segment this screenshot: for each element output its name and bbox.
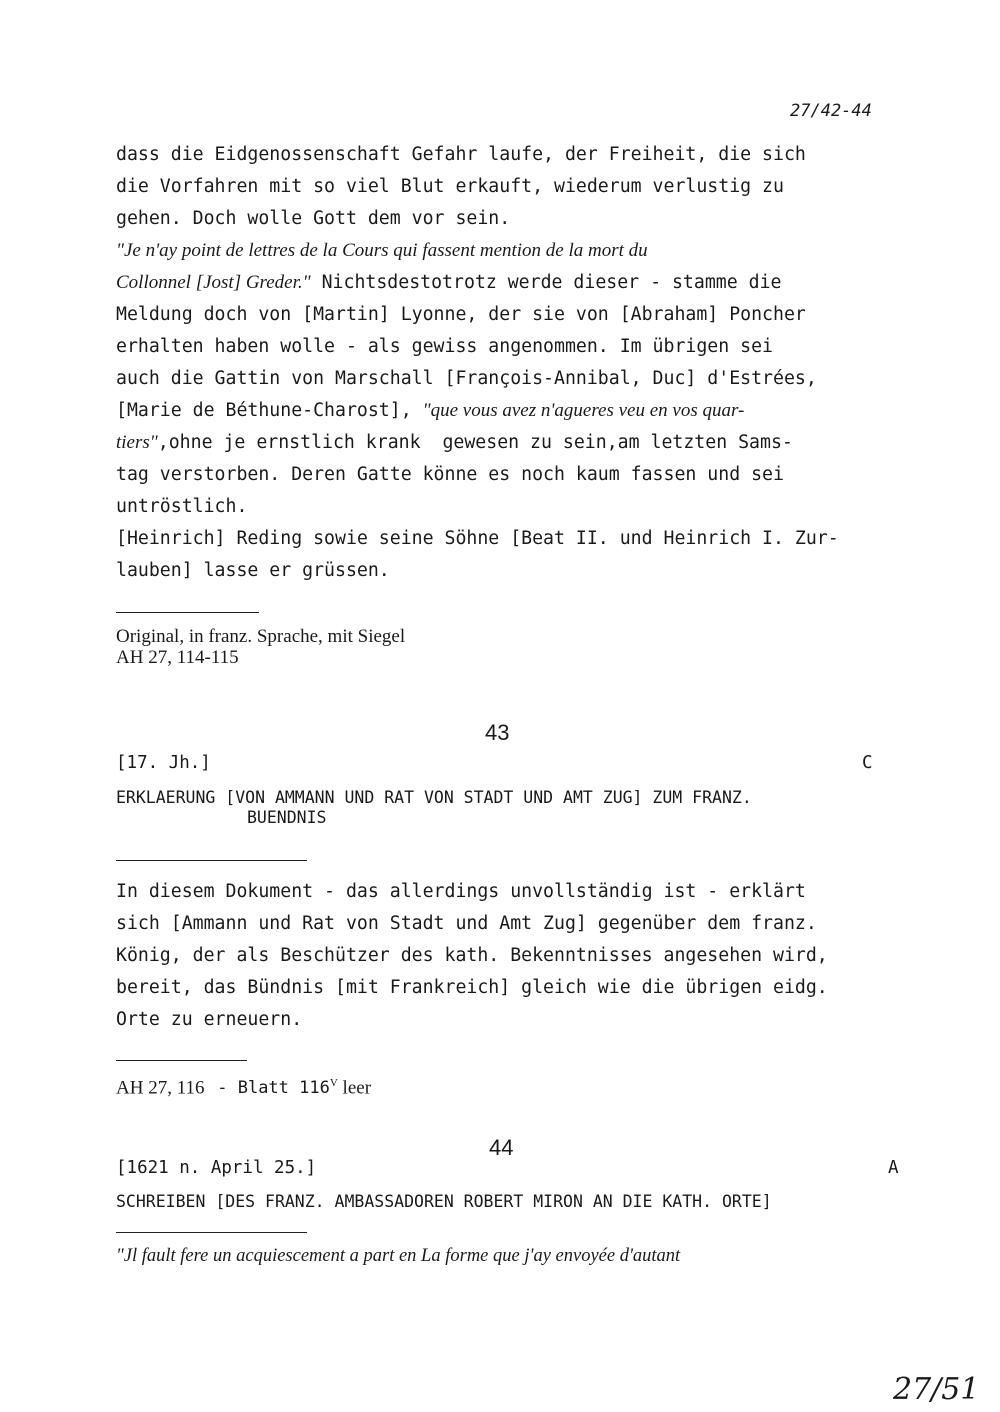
document-title [116, 788, 752, 828]
page-reference: 27/42-44 [790, 101, 872, 121]
text-line: die Vorfahren mit so viel Blut erkauft, wiederum verlustig zu [116, 176, 784, 197]
text-line: König, der als Beschützer des kath. Bekenntnisses angesehen wird, [116, 945, 828, 966]
source-note: leer [337, 1077, 372, 1099]
source-line: AH 27, 114-115 [116, 647, 239, 668]
text-line: sich [Ammann und Rat von Stadt und Amt Zug] gegenüber dem franz. [116, 913, 817, 934]
source-note: - Blatt 116 [217, 1078, 330, 1099]
text-line: auch die Gattin von Marschall [François-Annibal, Duc] d'Estrées, [116, 368, 817, 389]
document-letter: A [888, 1158, 899, 1178]
title-line: BUENDNIS [247, 808, 327, 827]
separator-rule [116, 612, 259, 613]
separator-rule [116, 860, 307, 861]
handwritten-folio-number: 27/51 [893, 1372, 980, 1407]
text-line: Orte zu erneuern. [116, 1009, 303, 1030]
separator-rule [116, 1232, 307, 1233]
french-quote: "que vous avez n'agueres veu en vos quar- [422, 400, 745, 421]
text-line [116, 427, 906, 459]
text-segment: ,ohne je ernstlich krank gewesen zu sein,am letzten Sams- [157, 432, 793, 453]
text-line: erhalten haben wolle - als gewiss angenommen. Im übrigen sei [116, 336, 773, 357]
french-quote-end: tiers" [116, 432, 158, 453]
document-number: 43 [485, 720, 510, 745]
document-date: [1621 n. April 25.] [116, 1158, 317, 1178]
text-line: In diesem Dokument - das allerdings unvollständig ist - erklärt [116, 881, 806, 902]
text-line: dass die Eidgenossenschaft Gefahr laufe, der Freiheit, die sich [116, 144, 806, 165]
separator-rule [116, 1060, 247, 1061]
source-line: Original, in franz. Sprache, mit Siegel [116, 626, 406, 647]
document-date: [17. Jh.] [116, 753, 211, 773]
doc43-body [116, 876, 906, 1036]
text-line: gehen. Doch wolle Gott dem vor sein. [116, 208, 511, 229]
doc43-source [116, 1073, 371, 1099]
text-line [116, 395, 906, 427]
text-line: [Heinrich] Reding sowie seine Söhne [Beat II. und Heinrich I. Zur- [116, 528, 839, 549]
text-segment: [Marie de Béthune-Charost], [116, 400, 412, 421]
document-title: SCHREIBEN [DES FRANZ. AMBASSADOREN ROBERT MIRON AN DIE KATH. ORTE] [116, 1192, 772, 1211]
text-line: bereit, das Bündnis [mit Frankreich] gleich wie die übrigen eidg. [116, 977, 828, 998]
doc42-source [116, 626, 405, 668]
document-number: 44 [489, 1135, 514, 1160]
french-quote-line: "Je n'ay point de lettres de la Cours qui fassent mention de la mort du [116, 240, 648, 261]
french-quote-end: Collonnel [Jost] Greder." [116, 272, 311, 293]
text-line: Meldung doch von [Martin] Lyonne, der sie von [Abraham] Poncher [116, 304, 806, 325]
text-line: untröstlich. [116, 496, 248, 517]
text-line [116, 267, 906, 299]
text-line: tag verstorben. Deren Gatte könne es noch kaum fassen und sei [116, 464, 784, 485]
doc42-body [116, 139, 906, 587]
text-line: lauben] lasse er grüssen. [116, 560, 390, 581]
verso-mark: V [329, 1077, 338, 1089]
text-segment: Nichtsdestotrotz werde dieser - stamme die [310, 272, 782, 293]
title-line: ERKLAERUNG [VON AMMANN UND RAT VON STADT UND AMT ZUG] ZUM FRANZ. [116, 788, 752, 807]
source-ref: AH 27, 116 [116, 1077, 205, 1099]
french-quote-line: "Jl fault fere un acquiescement a part en La forme que j'ay envoyée d'autant [116, 1246, 681, 1266]
document-letter: C [862, 753, 873, 773]
doc44-quote [116, 1240, 906, 1272]
